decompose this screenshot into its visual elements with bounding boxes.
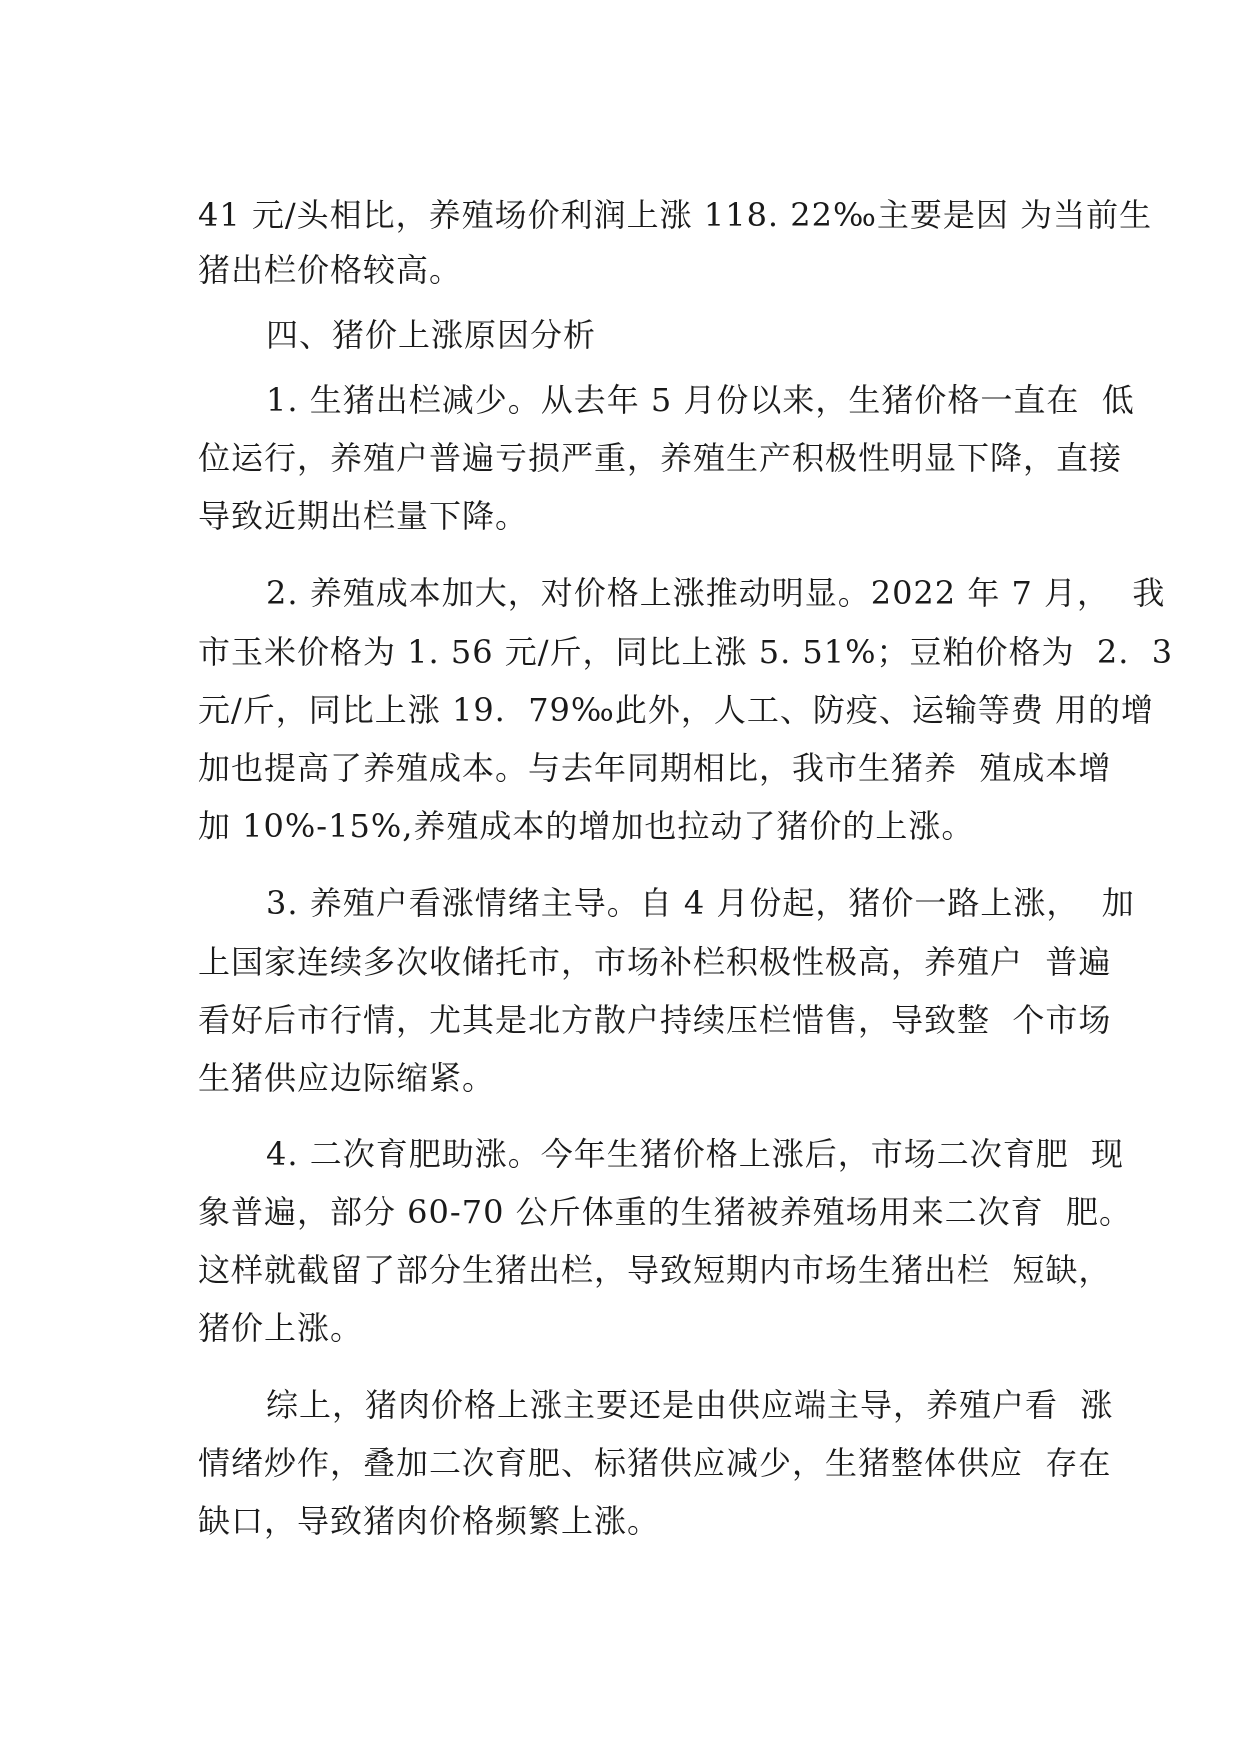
text-line: 导致近期出栏量下降。 [198,497,529,535]
text-line: 加也提高了养殖成本。与去年同期相比，我市生猪养 殖成本增 [198,749,1112,787]
text-line: 1. 生猪出栏减少。从去年 5 月份以来，生猪价格一直在 低 [266,381,1135,419]
text-line: 位运行，养殖户普遍亏损严重，养殖生产积极性明显下降，直接 [198,439,1123,477]
text-line: 市玉米价格为 1. 56 元/斤，同比上涨 5. 51%；豆粕价格为 2. 3 [198,633,1174,671]
text-line: 加 10%-15%,养殖成本的增加也拉动了猪价的上涨。 [198,807,975,845]
text-line: 缺口，导致猪肉价格频繁上涨。 [198,1502,661,1540]
text-line: 41 元/头相比，养殖场价利润上涨 118. 22‰主要是因 为当前生 [198,196,1153,234]
text-line: 生猪供应边际缩紧。 [198,1059,496,1097]
text-line: 猪价上涨。 [198,1309,364,1347]
text-line: 这样就截留了部分生猪出栏，导致短期内市场生猪出栏 短缺， [198,1251,1112,1289]
section-heading: 四、猪价上涨原因分析 [266,316,597,354]
text-line: 看好后市行情，尤其是北方散户持续压栏惜售，导致整 个市场 [198,1001,1112,1039]
text-line: 3. 养殖户看涨情绪主导。自 4 月份起，猪价一路上涨， 加 [266,884,1135,922]
text-line: 元/斤，同比上涨 19. 79‰此外，人工、防疫、运输等费 用的增 [198,691,1155,729]
text-line: 上国家连续多次收储托市，市场补栏积极性极高，养殖户 普遍 [198,943,1112,981]
text-line: 情绪炒作，叠加二次育肥、标猪供应减少，生猪整体供应 存在 [198,1444,1112,1482]
text-line: 综上，猪肉价格上涨主要还是由供应端主导，养殖户看 涨 [266,1386,1114,1424]
text-line: 4. 二次育肥助涨。今年生猪价格上涨后，市场二次育肥 现 [266,1135,1125,1173]
text-line: 猪出栏价格较高。 [198,251,463,289]
text-line: 象普遍，部分 60-70 公斤体重的生猪被养殖场用来二次育 肥。 [198,1193,1132,1231]
text-line: 2. 养殖成本加大，对价格上涨推动明显。2022 年 7 月， 我 [266,574,1166,612]
